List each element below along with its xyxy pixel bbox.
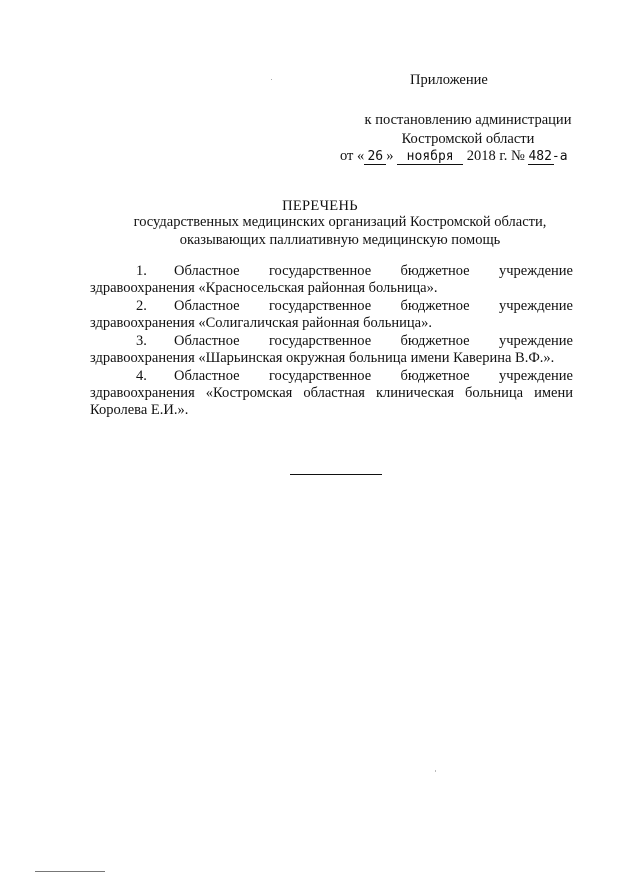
- item-word: государственное: [268, 333, 372, 349]
- resolution-number: 482-а: [528, 149, 568, 164]
- item-word: Областное: [174, 333, 240, 349]
- item-number: 2.: [136, 298, 147, 314]
- item-word: Областное: [174, 263, 240, 279]
- date-year: 2018 г. №: [466, 148, 525, 164]
- item-word: бюджетное: [400, 263, 470, 279]
- item-text: здравоохранения «Солигаличская районная больница».: [90, 315, 432, 331]
- list-item: [90, 298, 573, 332]
- date-prefix: от «: [340, 148, 365, 164]
- subtitle-line-1: государственных медицинских организаций Костромской области,: [133, 214, 547, 230]
- item-number: 3.: [136, 333, 147, 349]
- resolution-date-line: [340, 148, 568, 165]
- item-word: учреждение: [498, 333, 573, 349]
- item-number: 4.: [136, 368, 147, 384]
- subtitle-line-2: оказывающих паллиативную медицинскую помощь: [179, 232, 501, 248]
- scan-speck: [271, 79, 272, 80]
- item-word: государственное: [268, 368, 372, 384]
- item-word: учреждение: [498, 298, 573, 314]
- item-text: здравоохранения «Костромская областная клиническая больница имени: [90, 385, 573, 401]
- item-word: учреждение: [498, 368, 573, 384]
- date-month: ноября: [397, 149, 463, 165]
- item-word: государственное: [268, 298, 372, 314]
- organization-list: [90, 263, 573, 420]
- item-word: бюджетное: [400, 368, 470, 384]
- scan-speck: [435, 770, 436, 772]
- item-word: Областное: [174, 298, 240, 314]
- item-word: бюджетное: [400, 298, 470, 314]
- end-divider: [290, 474, 382, 475]
- list-item: [90, 368, 573, 419]
- item-word: учреждение: [498, 263, 573, 279]
- item-text: Королева Е.И.».: [90, 402, 189, 418]
- footer-mark: [35, 871, 105, 872]
- list-item: [90, 263, 573, 297]
- document-subtitle: [90, 213, 590, 249]
- item-word: государственное: [268, 263, 372, 279]
- resolution-line-2: Костромской области: [401, 131, 535, 147]
- item-word: бюджетное: [400, 333, 470, 349]
- list-item: [90, 333, 573, 367]
- item-number: 1.: [136, 263, 147, 279]
- resolution-line-1: к постановлению администрации: [364, 112, 572, 128]
- document-title: ПЕРЕЧЕНЬ: [282, 198, 358, 214]
- item-text: здравоохранения «Красносельская районная больница».: [90, 280, 438, 296]
- item-word: Областное: [174, 368, 240, 384]
- resolution-reference: [338, 111, 598, 149]
- date-day-close: »: [386, 148, 394, 164]
- appendix-label: Приложение: [410, 72, 488, 88]
- item-text: здравоохранения «Шарьинская окружная больница имени Каверина В.Ф.».: [90, 350, 555, 366]
- date-day: 26: [364, 149, 386, 165]
